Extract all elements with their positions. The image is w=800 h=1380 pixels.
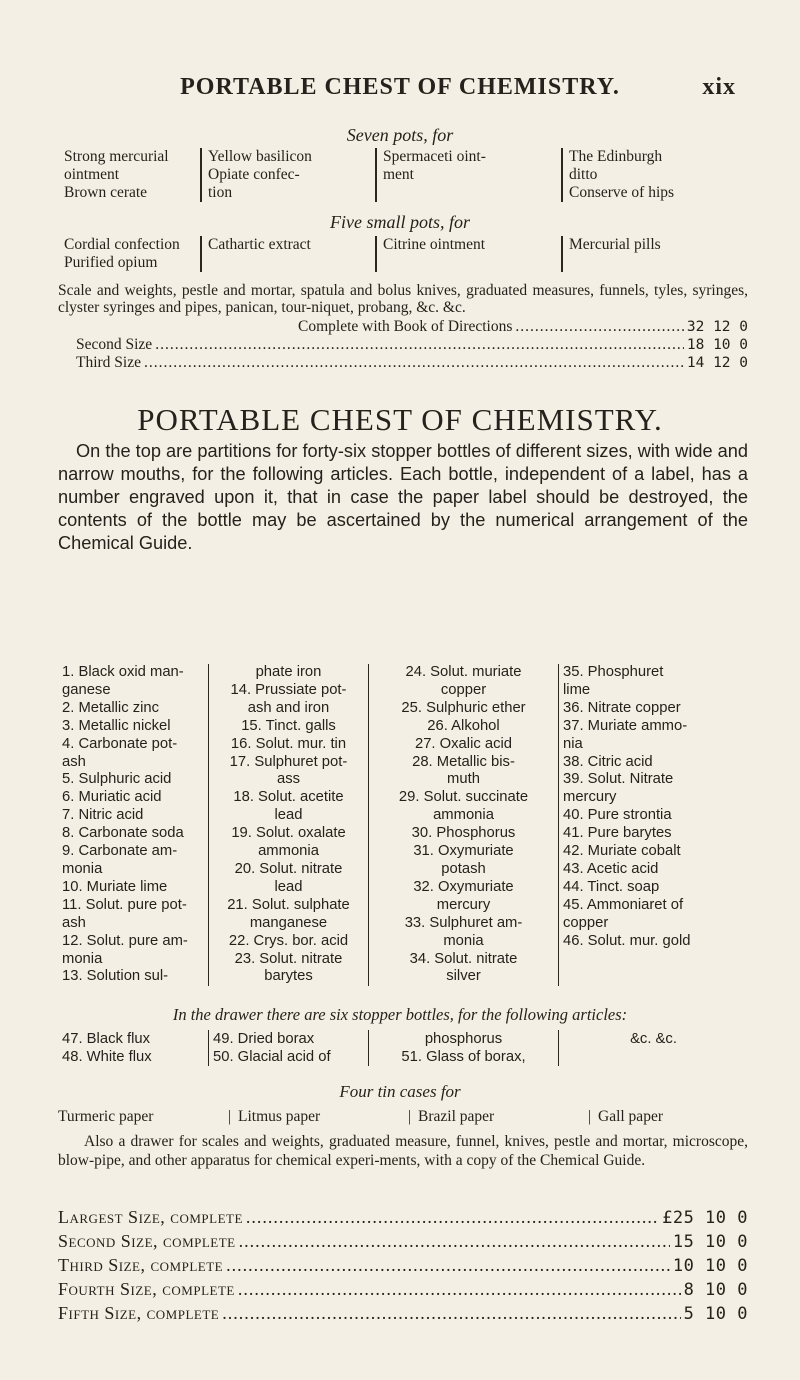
price-line: Second Size ..... 18 10 0 <box>58 336 748 354</box>
column-entry: 9. Carbonate am- <box>62 843 178 860</box>
pots-column <box>375 148 561 202</box>
column-entry: silver <box>446 968 481 985</box>
column-entry: 32. Oxymuriate <box>413 878 514 895</box>
column-entry: 4. Carbonate pot- <box>62 735 178 752</box>
column-entry: 21. Solut. sulphate <box>227 896 350 913</box>
final-price-list <box>58 1206 748 1326</box>
page-number: xix <box>702 74 736 100</box>
column-entry: The Edinburgh <box>569 148 663 165</box>
column-entry: 46. Solut. mur. gold <box>563 932 691 949</box>
running-title: PORTABLE CHEST OF CHEMISTRY. <box>180 74 620 100</box>
bottles-table <box>58 664 748 986</box>
column-entry: 45. Ammoniaret of <box>563 896 684 913</box>
small-pots-column <box>375 236 561 272</box>
column-entry: tion <box>208 184 233 201</box>
column-entry: Opiate confec- <box>208 166 300 183</box>
bottles-column <box>208 664 368 986</box>
column-entry: 44. Tinct. soap <box>563 878 660 895</box>
column-entry: 42. Muriate cobalt <box>563 843 681 860</box>
column-entry: 31. Oxymuriate <box>413 843 514 860</box>
column-entry: mercury <box>436 896 491 913</box>
column-entry: 22. Crys. bor. acid <box>228 932 349 949</box>
apparatus-paragraph: Scale and weights, pestle and mortar, spatula and bolus knives, graduated measures, funnels, tyles, syringes, clyster syringes and pipes, panican, tour-niquet, probang, &c. &c. <box>58 282 748 316</box>
column-entry: 28. Metallic bis- <box>412 753 515 770</box>
column-entry: Conserve of hips <box>569 184 675 201</box>
pots-column <box>561 148 748 202</box>
column-entry: monia <box>62 860 103 877</box>
intro-paragraph: On the top are partitions for forty-six stopper bottles of different sizes, with wide and narrow mouths, for the following articles. Each bottle, independent of a label, has a number engraved upon it, that in case the paper label should be destroyed, the contents of the bottle may be ascertained by the numerical arrangement of the Chemical Guide. <box>58 441 748 553</box>
column-entry: 47. Black flux <box>62 1031 151 1047</box>
column-entry: 37. Muriate ammo- <box>563 717 688 734</box>
column-entry: 13. Solution sul- <box>62 968 169 985</box>
tin-item: Brazil paper <box>418 1108 495 1125</box>
column-entry: 27. Oxalic acid <box>414 735 513 752</box>
price-line: Largest Size, complete ..... £25 10 0 <box>58 1206 748 1230</box>
drawer-column <box>58 1030 208 1066</box>
column-entry: 3. Metallic nickel <box>62 717 171 734</box>
column-entry: 14. Prussiate pot- <box>230 681 347 698</box>
column-entry: 2. Metallic zinc <box>62 699 160 716</box>
column-entry: 23. Solut. nitrate <box>234 950 343 967</box>
column-entry: monia <box>443 932 484 949</box>
page-header <box>0 74 800 101</box>
column-entry: 12. Solut. pure am- <box>62 932 188 949</box>
column-entry: Strong mercurial <box>64 148 169 165</box>
drawer-paragraph: Also a drawer for scales and weights, graduated measure, funnel, knives, pestle and mortar, microscope, blow-pipe, and other apparatus for chemical experi-ments, with a copy of the Chemical Guide. <box>58 1133 748 1169</box>
column-entry: 24. Solut. muriate <box>405 664 522 680</box>
column-entry: lead <box>274 878 303 895</box>
column-entry: 30. Phosphorus <box>411 825 516 842</box>
column-entry: mercury <box>563 789 617 806</box>
column-entry: Mercurial pills <box>569 236 661 253</box>
small-pots-column <box>58 236 200 272</box>
pots-column <box>200 148 375 202</box>
small-pots-table <box>58 236 748 272</box>
column-entry: 10. Muriate lime <box>62 878 168 895</box>
column-entry: 6. Muriatic acid <box>62 789 162 806</box>
column-entry: muth <box>447 771 480 788</box>
tin-item: Litmus paper <box>238 1108 321 1125</box>
drawer-table <box>58 1030 748 1066</box>
first-price-list <box>58 318 748 372</box>
drawer-heading: In the drawer there are six stopper bottles, for the following articles: <box>172 1005 628 1024</box>
column-entry: Spermaceti oint- <box>383 148 486 165</box>
column-entry: ointment <box>64 166 120 183</box>
column-entry: copper <box>440 681 487 698</box>
column-entry: 8. Carbonate soda <box>62 825 184 842</box>
small-pots-column <box>561 236 748 272</box>
column-entry: 35. Phosphuret <box>563 664 664 680</box>
column-entry: potash <box>441 860 486 877</box>
column-entry: &c. &c. <box>630 1031 677 1047</box>
column-entry: monia <box>62 950 103 967</box>
column-entry: lime <box>563 681 591 698</box>
column-entry: Purified opium <box>64 254 158 271</box>
column-entry: 38. Citric acid <box>563 753 653 770</box>
price-line: Third Size ..... 14 12 0 <box>58 354 748 372</box>
column-entry: phate iron <box>255 664 322 680</box>
price-line: Fourth Size, complete ..... 8 10 0 <box>58 1278 748 1302</box>
column-entry: ment <box>383 166 414 183</box>
column-entry: 49. Dried borax <box>213 1031 315 1047</box>
column-entry: 19. Solut. oxalate <box>231 825 346 842</box>
price-line: Fifth Size, complete ..... 5 10 0 <box>58 1302 748 1326</box>
column-entry: 5. Sulphuric acid <box>62 771 172 788</box>
column-entry: Cathartic extract <box>208 236 311 253</box>
pots-column <box>58 148 200 202</box>
column-entry: 25. Sulphuric ether <box>401 699 526 716</box>
bottles-column <box>558 664 748 986</box>
bottles-column <box>368 664 558 986</box>
price-line: Second Size, complete ..... 15 10 0 <box>58 1230 748 1254</box>
column-entry: 20. Solut. nitrate <box>234 860 343 877</box>
column-entry: 41. Pure barytes <box>563 825 672 842</box>
price-line: Complete with Book of Directions ..... 32 12 0 <box>58 318 748 336</box>
pots-heading: Seven pots, for <box>346 125 454 145</box>
drawer-column <box>368 1030 558 1066</box>
pots-table <box>58 148 748 202</box>
column-entry: barytes <box>264 968 313 985</box>
column-entry: 26. Alkohol <box>427 717 500 734</box>
column-entry: 48. White flux <box>62 1049 152 1065</box>
column-entry: 50. Glacial acid of <box>213 1049 331 1065</box>
column-entry: 18. Solut. acetite <box>233 789 344 806</box>
column-entry: 43. Acetic acid <box>563 860 659 877</box>
column-entry: 1. Black oxid man- <box>62 664 184 680</box>
tin-item: Gall paper <box>598 1108 663 1125</box>
column-entry: 51. Glass of borax, <box>401 1049 526 1065</box>
column-entry: nia <box>563 735 583 752</box>
drawer-column <box>208 1030 368 1066</box>
column-entry: 40. Pure strontia <box>563 807 672 824</box>
price-line: Third Size, complete ..... 10 10 0 <box>58 1254 748 1278</box>
column-entry: ganese <box>62 681 111 698</box>
section-title: PORTABLE CHEST OF CHEMISTRY. <box>137 402 663 437</box>
column-entry: ash <box>62 753 86 770</box>
column-entry: 34. Solut. nitrate <box>409 950 518 967</box>
column-entry: Cordial confection <box>64 236 180 253</box>
bottles-column <box>58 664 208 986</box>
column-entry: 33. Sulphuret am- <box>404 914 523 931</box>
tin-heading: Four tin cases for <box>339 1082 461 1101</box>
column-entry: 17. Sulphuret pot- <box>229 753 348 770</box>
column-entry: manganese <box>249 914 328 931</box>
column-entry: ash <box>62 914 86 931</box>
column-entry: 29. Solut. succinate <box>398 789 529 806</box>
column-entry: ash and iron <box>247 699 330 716</box>
small-pots-column <box>200 236 375 272</box>
tin-items: Turmeric paper | Litmus paper | Brazil paper | Gall paper <box>58 1108 663 1125</box>
column-entry: ammonia <box>433 807 494 824</box>
column-entry: lead <box>274 807 303 824</box>
column-entry: 16. Solut. mur. tin <box>230 735 347 752</box>
column-entry: 11. Solut. pure pot- <box>62 896 187 913</box>
column-entry: 7. Nitric acid <box>62 807 144 824</box>
small-pots-heading: Five small pots, for <box>330 212 470 232</box>
column-entry: 36. Nitrate copper <box>563 699 681 716</box>
column-entry: ass <box>276 771 301 788</box>
column-entry: 15. Tinct. galls <box>241 717 336 734</box>
tin-item: Turmeric paper <box>58 1108 154 1125</box>
column-entry: Brown cerate <box>64 184 148 201</box>
column-entry: Citrine ointment <box>383 236 486 253</box>
column-entry: ditto <box>569 166 598 183</box>
column-entry: Yellow basilicon <box>208 148 312 165</box>
drawer-column <box>558 1030 748 1066</box>
column-entry: 39. Solut. Nitrate <box>563 771 674 788</box>
column-entry: ammonia <box>258 843 319 860</box>
column-entry: phosphorus <box>424 1031 503 1047</box>
column-entry: copper <box>563 914 609 931</box>
